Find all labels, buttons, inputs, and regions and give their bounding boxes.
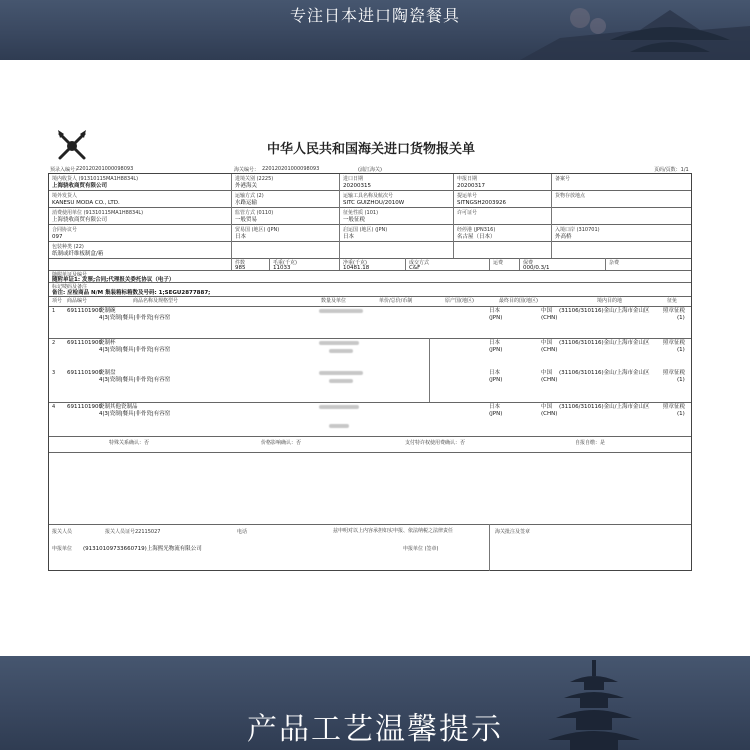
- blurred-quantity: [319, 341, 359, 345]
- declaring-unit: (91310109733660719)上海熙光物流有限公司: [83, 546, 202, 552]
- supervision-value: 一般贸易: [235, 217, 258, 223]
- misc-label: 杂费: [609, 260, 620, 266]
- item-code: 6911101900: [67, 340, 102, 346]
- item-spec: 4|3|瓷制|餐具|非骨瓷|有容窑: [99, 411, 171, 417]
- levy-nature-label: 征免性质 (101): [343, 210, 379, 216]
- item-origin-code: (JPN): [489, 347, 503, 353]
- origin-country-value: 日本: [343, 234, 355, 240]
- item-levy-code: (1): [677, 377, 685, 383]
- consumer-label: 消费使用单位 (91310115MA1H8834L): [52, 210, 144, 216]
- unit-label: 申报单位: [52, 546, 73, 552]
- item-no: 2: [52, 340, 56, 346]
- item-header-price: 单价/总价/币制: [379, 298, 413, 304]
- blurred-quantity: [329, 424, 349, 428]
- item-district: (31106/310116)金山/上海市金山区: [559, 308, 650, 314]
- freight-label: 运费: [493, 260, 504, 266]
- item-header-code: 商品编号: [67, 298, 88, 304]
- item-levy: 照章征税: [663, 308, 686, 314]
- blurred-quantity: [319, 371, 363, 375]
- contract-label: 合同协议号: [52, 227, 78, 233]
- vessel-value: SITC GUIZHOU/2010W: [343, 200, 405, 206]
- item-dest-code: (CHN): [541, 377, 558, 383]
- import-date-value: 20200315: [343, 183, 371, 189]
- legal-statement: 兹申明对以上内容承担如实申报、依法纳税之法律责任: [333, 528, 454, 534]
- declare-date-value: 20200317: [457, 183, 485, 189]
- customs-remark: 海关批注及签章: [495, 529, 531, 535]
- item-spec: 4|3|瓷制|餐具|非骨瓷|有容窑: [99, 315, 171, 321]
- preentry-label: 预录入编号：: [50, 167, 81, 173]
- item-levy: 照章征税: [663, 370, 686, 376]
- item-spec: 4|3|瓷制|餐具|非骨瓷|有容窑: [99, 377, 171, 383]
- consumer-value: 上海骁收商贸有限公司: [52, 217, 108, 223]
- contract-value: 097: [52, 234, 63, 240]
- item-spec: 4|3|瓷制|餐具|非骨瓷|有容窑: [99, 347, 171, 353]
- insurance-value: 000/0.3/1: [523, 265, 550, 271]
- item-origin: 日本: [489, 370, 501, 376]
- shipper-value: KANESU MODA CO., LTD.: [52, 200, 120, 206]
- item-dest: 中国: [541, 404, 553, 410]
- docs-value: 随附单证1: 发票;合同;代理报关委托协议（电子）: [52, 277, 175, 283]
- consignee-value: 上海骁收商贸有限公司: [52, 183, 108, 189]
- transport-value: 水路运输: [235, 200, 258, 206]
- item-no: 4: [52, 404, 56, 410]
- item-header-district: 境内目的地: [597, 298, 623, 304]
- price-effect: 价格影响确认：否: [261, 440, 302, 446]
- unit-seal: 申报单位 (签章): [403, 546, 439, 552]
- packing-label: 包装种类 (22): [52, 244, 84, 250]
- item-origin: 日本: [489, 308, 501, 314]
- import-date-label: 进口日期: [343, 176, 364, 182]
- item-district: (31106/310116)金山/上海市金山区: [559, 340, 650, 346]
- top-banner: [0, 0, 750, 60]
- gross-weight-value: 11033: [273, 265, 291, 271]
- bottom-banner: [0, 656, 750, 750]
- item-origin: 日本: [489, 340, 501, 346]
- declarant-label: 报关人员: [52, 529, 73, 535]
- entry-port-label: 进境关别 (2225): [235, 176, 274, 182]
- item-no: 3: [52, 370, 56, 376]
- item-dest-code: (CHN): [541, 347, 558, 353]
- item-origin: 日本: [489, 404, 501, 410]
- entry-place-label: 入境口岸 (310701): [555, 227, 600, 233]
- item-dest-code: (CHN): [541, 315, 558, 321]
- item-district: (31106/310116)金山/上海市金山区: [559, 404, 650, 410]
- levy-nature-value: 一般征税: [343, 217, 366, 223]
- item-levy-code: (1): [677, 411, 685, 417]
- item-name: 瓷制盘: [99, 370, 116, 376]
- item-levy-code: (1): [677, 315, 685, 321]
- license-label: 许可证号: [457, 210, 478, 216]
- origin-country-label: 启运国 (地区) (JPN): [343, 227, 388, 233]
- insurance-label: 保费: [523, 260, 534, 266]
- item-name: 瓷制其他瓷制品: [99, 404, 138, 410]
- via-port-value: 名古屋（日本）: [457, 234, 496, 240]
- item-origin-code: (JPN): [489, 315, 503, 321]
- item-levy: 照章征税: [663, 404, 686, 410]
- phone-label: 电话: [237, 529, 248, 535]
- self-report: 自报自缴：是: [575, 440, 606, 446]
- pieces-value: 985: [235, 265, 246, 271]
- terms-value: C&F: [409, 265, 421, 271]
- docs-label: 随附单证及编号: [52, 272, 88, 278]
- vessel-label: 运输工具名称及航次号: [343, 193, 394, 199]
- item-dest-code: (CHN): [541, 411, 558, 417]
- transport-label: 运输方式 (2): [235, 193, 264, 199]
- blurred-quantity: [319, 405, 359, 409]
- customs-declaration-form: [48, 126, 694, 572]
- declarant-cert: 报关人员证号22115027: [105, 529, 161, 535]
- bill-of-lading-label: 提运单号: [457, 193, 478, 199]
- blurred-quantity: [329, 379, 353, 383]
- royalty-confirm: 支付特许权使用费确认：否: [405, 440, 466, 446]
- item-header-origin: 原产国(地区): [445, 298, 474, 304]
- item-name: 瓷制碗: [99, 308, 116, 314]
- item-no: 1: [52, 308, 56, 314]
- item-dest: 中国: [541, 308, 553, 314]
- item-header-qty: 数量及单位: [321, 298, 347, 304]
- special-relation: 特殊关系确认：否: [109, 440, 150, 446]
- footer-tagline: 产品工艺温馨提示: [247, 712, 503, 747]
- gross-weight-label: 毛重(千克): [273, 260, 297, 266]
- item-header-no: 项号: [52, 298, 63, 304]
- net-weight-value: 10481.18: [343, 265, 370, 271]
- declaration-grid: [48, 173, 692, 571]
- document-title: 中华人民共和国海关进口货物报关单: [266, 142, 475, 157]
- item-dest: 中国: [541, 340, 553, 346]
- header-tagline: 专注日本进口陶瓷餐具: [289, 6, 460, 25]
- item-code: 6911101900: [67, 308, 102, 314]
- pieces-label: 件数: [235, 260, 246, 266]
- item-header-dest: 最终目的国(地区): [499, 298, 538, 304]
- remarks-value: 备注: 应检商品 N/M 集装箱标箱数及号码: 1;SEGU2877887;: [52, 290, 211, 296]
- item-code: 6911101900: [67, 370, 102, 376]
- terms-label: 成交方式: [409, 260, 430, 266]
- customs-number-label: 海关编号：: [234, 167, 260, 173]
- trade-country-value: 日本: [235, 234, 247, 240]
- blurred-quantity: [329, 349, 353, 353]
- via-port-label: 经停港 (JPN316): [457, 227, 496, 233]
- marks-label: 标记唛码及备注: [52, 284, 88, 290]
- trade-country-label: 贸易国 (地区) (JPN): [235, 227, 280, 233]
- packing-value: 纸制或纤维板制盒/箱: [52, 251, 104, 257]
- entry-port-value: 外港海关: [235, 183, 258, 189]
- entry-place-value: 外高桥: [555, 234, 572, 240]
- supervision-label: 监管方式 (0110): [235, 210, 274, 216]
- customs-office: (浦江海关): [358, 167, 382, 173]
- item-levy-code: (1): [677, 347, 685, 353]
- record-label: 备案号: [555, 176, 571, 182]
- blurred-quantity: [319, 309, 363, 313]
- declare-date-label: 申报日期: [457, 176, 478, 182]
- preentry-number: 220120201000098093: [76, 166, 134, 172]
- item-name: 瓷制杯: [99, 340, 116, 346]
- item-header-name: 商品名称及规格型号: [133, 298, 179, 304]
- item-code: 6911101900: [67, 404, 102, 410]
- item-origin-code: (JPN): [489, 411, 503, 417]
- page-info: 页码/页数：1/1: [654, 167, 689, 173]
- shipper-label: 境外发货人: [52, 193, 78, 199]
- consignee-label: 境内收货人 (91310115MA1H8834L): [52, 176, 139, 182]
- warehouse-label: 货物存放地点: [555, 193, 586, 199]
- item-levy: 照章征税: [663, 340, 686, 346]
- bill-of-lading-value: SITNGSH2003926: [457, 200, 506, 206]
- item-header-levy: 征免: [667, 298, 678, 304]
- customs-number: 220120201000098093: [262, 166, 320, 172]
- net-weight-label: 净重(千克): [343, 260, 367, 266]
- item-origin-code: (JPN): [489, 377, 503, 383]
- item-district: (31106/310116)金山/上海市金山区: [559, 370, 650, 376]
- item-dest: 中国: [541, 370, 553, 376]
